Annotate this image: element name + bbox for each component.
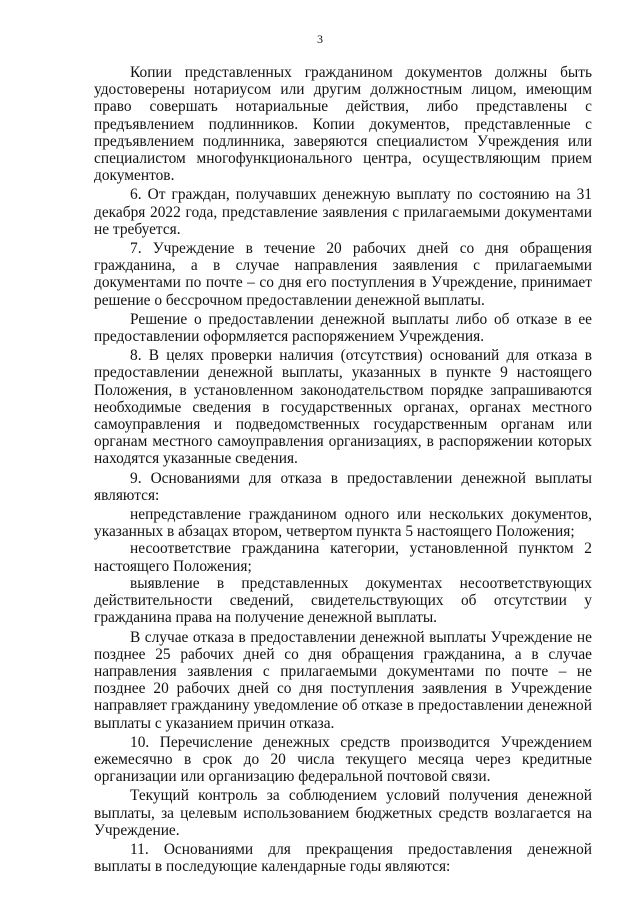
paragraph-11: 11. Основаниями для прекращения предоставления денежной выплаты в последующие календарные годы являются: <box>94 840 592 876</box>
paragraph-9-item-3: выявление в представленных документах несоответствующих действительности сведений, свидетельствующих об отсутствии у гражданина права на получение денежной выплаты. <box>94 574 592 627</box>
paragraph-9-item-2: несоответствие гражданина категории, установленной пунктом 2 настоящего Положения; <box>94 540 592 575</box>
page-number: 3 <box>317 32 323 46</box>
paragraph-6: 6. От граждан, получавших денежную выплату по состоянию на 31 декабря 2022 года, представление заявления с прилагаемыми документами не требуется. <box>94 186 592 238</box>
paragraph-7: 7. Учреждение в течение 20 рабочих дней со дня обращения гражданина, а в случае направления заявления с прилагаемыми документами по почте – со дня его поступления в Учреждение, принимает решение о бессрочном предоставлении денежной выплаты. <box>94 240 592 309</box>
paragraph-9: 9. Основаниями для отказа в предоставлении денежной выплаты являются: <box>94 469 592 504</box>
document-body <box>94 64 592 875</box>
paragraph-8: 8. В целях проверки наличия (отсутствия) оснований для отказа в предоставлении денежной выплаты, указанных в пункте 9 настоящего Положения, в установленном законодательством порядке запрашиваются необходимые сведения в государственных органах, органах местного самоуправления и подведомственных государственным органам или органам местного самоуправления организациях, в распоряжении которых находятся указанные сведения. <box>94 347 592 468</box>
paragraph-10: 10. Перечисление денежных средств производится Учреждением ежемесячно в срок до 20 числа текущего месяца через кредитные организации или организацию федеральной почтовой связи. <box>94 733 592 786</box>
paragraph-copies-certification: Копии представленных гражданином документов должны быть удостоверены нотариусом или другим должностным лицом, имеющим право совершать нотариальные действия, либо представлены с предъявлением подлинников. Копии документов, представленные с предъявлением подлинника, заверяются специалистом Учреждения или специалистом многофункционального центра, осуществляющим прием документов. <box>94 64 592 185</box>
paragraph-refusal-notice: В случае отказа в предоставлении денежной выплаты Учреждение не позднее 25 рабочих дней со дня обращения гражданина, а в случае направления заявления с прилагаемыми документами по почте – не позднее 20 рабочих дней со дня поступления заявления в Учреждение направляет гражданину уведомление об отказе в предоставлении денежной выплаты с указанием причин отказа. <box>94 628 592 732</box>
paragraph-control: Текущий контроль за соблюдением условий получения денежной выплаты, за целевым использованием бюджетных средств возлагается на Учреждение. <box>94 787 592 839</box>
paragraph-9-item-1: непредставление гражданином одного или нескольких документов, указанных в абзацах втором, четвертом пункта 5 настоящего Положения; <box>94 506 592 541</box>
paragraph-decision: Решение о предоставлении денежной выплаты либо об отказе в ее предоставлении оформляется распоряжением Учреждения. <box>94 310 592 346</box>
